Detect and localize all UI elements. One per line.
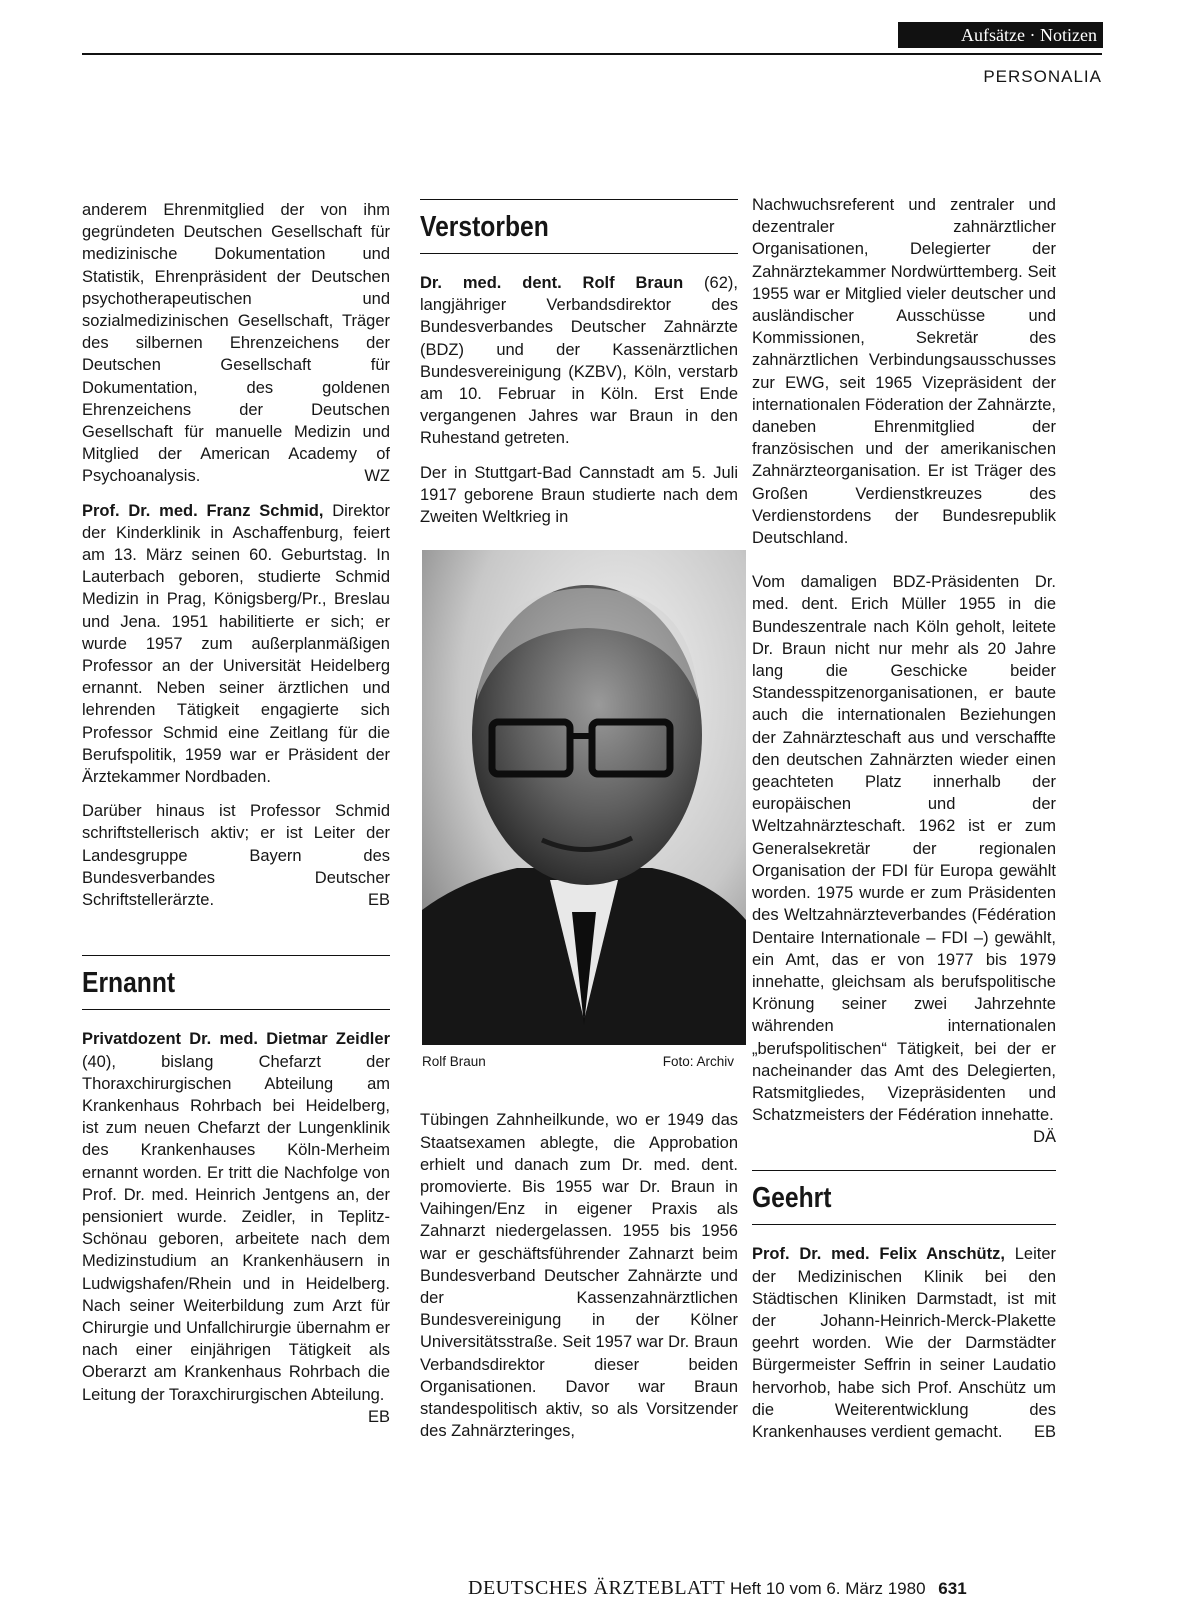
section-heading-block	[420, 199, 738, 254]
section-tag: Aufsätze · Notizen	[898, 22, 1103, 48]
paragraph: Tübingen Zahnheilkunde, wo er 1949 das Staatsexamen ablegte, die Approbation erhielt und danach zum Dr. med. dent. promovierte. Bis 1955 war Dr. Braun in Vaihingen/Enz in eigener Praxis als Zahnarzt niedergelassen. 1955 bis 1956 war er geschäftsführender Zahnarzt beim Bundesverband Deutscher Zahnärzte und der Kassenzahnärztlichen Bundesvereinigung in der Kölner Universitätsstraße. Seit 1957 war Dr. Braun Verbandsdirektor dieser beiden Organisationen. Davor war Braun standespolitisch aktiv, so als Vorsitzender des Zahnärzteringes,	[420, 1111, 738, 1441]
column-2	[420, 199, 738, 1454]
paragraph: Nachwuchsreferent und zentraler und dezentraler zahnärztlicher Organisationen, Delegierter der Zahnärztekammer Nordwürttemberg. Seit 1955 war er Mitglied vieler deutscher und ausländischer Ausschüsse und Kommissionen, Sekretär des zahnärztlichen Verbindungsausschusses zur EWG, seit 1965 Vizepräsident der internationalen Föderation der Zahnärzte, daneben Ehrenmitglied der französischen und der amerikanischen Zahnärzteorganisation. Er ist Träger des Großen Verdienstkreuzes des Verdienstordens der Bundesrepublik Deutschland.	[752, 196, 1056, 548]
caption-name: Rolf Braun	[422, 1054, 486, 1070]
journal-name: DEUTSCHES ÄRZTEBLATT	[468, 1577, 726, 1599]
paragraph: Prof. Dr. med. Franz Schmid, Direktor der Kinderklinik in Aschaffenburg, feiert am 13. März seinen 60. Geburtstag. In Lauterbach geboren, studierte Schmid Medizin in Prag, Königsberg/Pr., Breslau und Jena. 1951 habilitierte er sich; er wurde 1957 zum außerplanmäßigen Professor an der Universität Heidelberg ernannt. Neben seiner ärztlichen und lehrenden Tätigkeit engagierte sich Professor Schmid eine Zeitlang für die Berufspolitik, 1959 war er Präsident der Ärztekammer Nordbaden.	[82, 501, 390, 787]
page-footer	[468, 1577, 967, 1600]
issue-info: Heft 10 vom 6. März 1980	[729, 1579, 926, 1598]
photo-caption	[422, 1051, 734, 1073]
paragraph: Prof. Dr. med. Felix Anschütz, Leiter der Medizinischen Klinik bei den Städtischen Kliniken Darmstadt, ist mit der Johann-Heinrich-Merck-Plakette geehrt worden. Wie der Darmstädter Bürgermeister Seffrin in seiner Laudatio hervorhob, habe sich Prof. Anschütz um die Weiterentwicklung des Krankenhauses verdient gemacht. EB	[752, 1243, 1056, 1443]
section-heading-block	[752, 1170, 1056, 1225]
author-initials: EB	[367, 891, 390, 910]
paragraph: Der in Stuttgart-Bad Cannstadt am 5. Juli 1917 geborene Braun studierte nach dem Zweiten Weltkrieg in	[420, 463, 738, 527]
section-title: PERSONALIA	[983, 67, 1102, 86]
header-rule	[82, 53, 1102, 55]
person-name: Prof. Dr. med. Felix Anschütz,	[752, 1245, 1005, 1264]
author-initials: WZ	[364, 467, 390, 486]
person-name: Dr. med. dent. Rolf Braun	[420, 274, 684, 292]
column-3	[752, 194, 1056, 1455]
paragraph: anderem Ehrenmitglied der von ihm gegründeten Deutschen Gesellschaft für medizinische Dokumentation und Statistik, Ehrenpräsident der Deutschen psychotherapeutischen und sozialmedizinischen Gesellschaft, Träger des silbernen Ehrenzeichens der Deutschen Gesellschaft für Dokumentation, des goldenen Ehrenzeichens der Deutschen Gesellschaft für manuelle Medizin und Mitglied der American Academy of Psychoanalysis. WZ	[82, 199, 390, 488]
person-name: Prof. Dr. med. Franz Schmid,	[82, 501, 324, 520]
photo-credit: Foto: Archiv	[662, 1054, 734, 1070]
author-initials: EB	[367, 1407, 390, 1426]
section-heading: Geehrt	[752, 1182, 832, 1215]
paragraph: Privatdozent Dr. med. Dietmar Zeidler (40), bislang Chefarzt der Thoraxchirurgischen Abteilung am Krankenhaus Rohrbach bei Heidelberg, ist zum neuen Chefarzt der Lungenklinik des Krankenhauses Köln-Merheim ernannt worden. Er tritt die Nachfolge von Prof. Dr. med. Heinrich Jentgens an, der pensioniert wurde. Zeidler, in Teplitz-Schönau geboren, arbeitete nach dem Medizinstudium an Krankenhäusern in Ludwigshafen/Rhein und in Heidelberg. Nach seiner Weiterbildung zum Arzt für Chirurgie und Unfallchirurgie übernahm er nach einer einjährigen Tätigkeit als Oberarzt am Krankenhaus Rohrbach die Leitung der Toraxchirurgischen Abteilung. EB	[82, 1028, 390, 1405]
section-heading: Verstorben	[420, 211, 549, 243]
section-heading: Ernannt	[82, 967, 176, 1000]
section-heading-block	[82, 955, 390, 1010]
portrait-photo	[422, 550, 746, 1045]
author-initials: EB	[1033, 1422, 1056, 1441]
page-number: 631	[938, 1579, 967, 1598]
column-1	[82, 199, 390, 1428]
author-initials: DÄ	[1033, 1128, 1056, 1147]
paragraph: Darüber hinaus ist Professor Schmid schriftstellerisch aktiv; er ist Leiter der Landesgruppe Bayern des Bundesverbandes Deutscher Schriftstellerärzte. EB	[82, 800, 390, 911]
paragraph: Dr. med. dent. Rolf Braun (62), langjähriger Verbandsdirektor des Bundesverbandes Deutscher Zahnärzte (BDZ) und der Kassenärztlichen Bundesvereinigung (KZBV), Köln, verstarb am 10. Februar in Köln. Erst Ende vergangenen Jahres war Braun in den Ruhestand getreten.	[420, 274, 738, 448]
person-name: Privatdozent Dr. med. Dietmar Zeidler	[82, 1030, 390, 1049]
paragraph: Vom damaligen BDZ-Präsidenten Dr. med. dent. Erich Müller 1955 in die Bundeszentrale nach Köln geholt, leitete Dr. Braun nicht nur mehr als 20 Jahre lang die Geschicke beider Standesspitzenorganisationen, er baute auch die internationalen Beziehungen der Zahnärzteschaft aus und verschaffte den deutschen Zahnärzten wieder einen geachteten Platz innerhalb der europäischen und der Weltzahnärzteschaft. 1962 ist er zum Generalsekretär der regionalen Organisation der FDI für Europa gewählt worden. 1975 wurde er zum Präsidenten des Weltzahnärzteverbandes (Fédération Dentaire Internationale – FDI –) gewählt, ein Amt, das er von 1977 bis 1979 innehatte, gleichsam als berufspolitische Krönung seiner zwei Jahrzehnte währenden internationalen „berufspolitischen“ Tätigkeit, bei der er nacheinander das Amt des Delegierten, Ratsmitgliedes, Vizepräsidenten und Schatzmeisters der Fédération innehatte. DÄ	[752, 571, 1056, 1126]
